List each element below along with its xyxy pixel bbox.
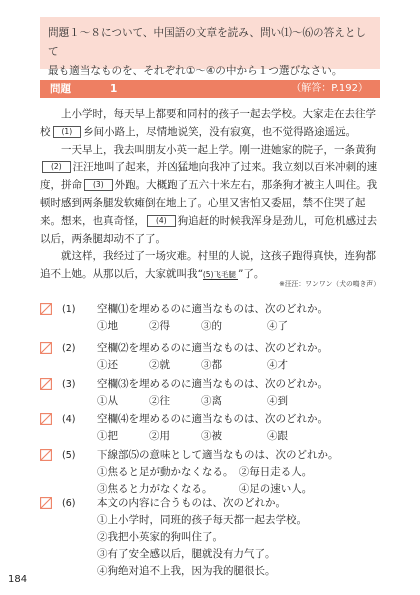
answer-option[interactable]: ③被: [201, 430, 222, 442]
problem-header: [40, 80, 380, 98]
passage-text: 乡间小路上，尽情地说笑，没有寂寞，也不觉得路途遥远。: [83, 125, 357, 138]
answer-option[interactable]: ②就: [149, 359, 170, 371]
passage-text: ”了。: [238, 268, 265, 281]
answer-option[interactable]: ④才: [267, 359, 288, 371]
blank-box: (4): [147, 215, 176, 227]
answer-option[interactable]: ①从: [97, 395, 118, 407]
answer-option[interactable]: ③的: [201, 320, 222, 332]
answer-option-line[interactable]: ③焦ると力がなくなる。 ④足の速い人。: [97, 483, 313, 495]
question-5: [40, 447, 390, 498]
question-number: (4): [62, 414, 76, 425]
answer-option[interactable]: ①还: [97, 359, 118, 371]
question-stem: 空欄⑵を埋めるのに適当なものは、次のどれか。: [97, 342, 328, 354]
answer-option[interactable]: ③都: [201, 359, 222, 371]
question-stem: 下線部⑸の意味として適当なものは、次のどれか。: [97, 449, 339, 461]
answer-option[interactable]: ④跟: [267, 430, 288, 442]
checkbox-icon[interactable]: [40, 449, 52, 461]
blank-box: (2): [42, 161, 71, 173]
checkbox-icon[interactable]: [40, 378, 52, 390]
question-1: [40, 301, 390, 335]
question-3: [40, 376, 390, 410]
answer-option-line[interactable]: ③有了安全感以后，腿就没有力气了。: [97, 548, 276, 560]
question-number: (1): [62, 304, 76, 315]
question-number: (5): [62, 450, 76, 461]
passage-text: 一天早上，我去叫朋友小英一起上学。刚一进她家的院子，一条黄狗: [61, 143, 376, 156]
page-number: 184: [8, 574, 28, 585]
answer-option-line[interactable]: ④狗绝对追不上我，因为我的腿很长。: [97, 565, 276, 577]
answer-option[interactable]: ④到: [267, 395, 288, 407]
question-number: (3): [62, 379, 76, 390]
passage-text: 狗追赶的时候我浑身是劲儿，可危机感过去以后，两条腿却动不了了。: [40, 214, 378, 245]
question-stem: 空欄⑶を埋めるのに適当なものは、次のどれか。: [97, 378, 328, 390]
instruction-box: [40, 17, 380, 77]
answer-option[interactable]: ②往: [149, 395, 170, 407]
question-stem: 空欄⑴を埋めるのに適当なものは、次のどれか。: [97, 303, 328, 315]
question-2: [40, 340, 390, 374]
passage-text: 上小学时，每天早上都要和同村的孩子一起去学校。大家走在去往学校: [40, 108, 376, 138]
answer-reference: （解答：P.192）: [291, 83, 368, 94]
answer-option-line[interactable]: ①焦ると足が動かなくなる。 ②毎日走る人。: [97, 466, 313, 478]
question-4: [40, 411, 390, 445]
footnote: ※汪汪：ワンワン（犬の鳴き声）: [279, 280, 380, 288]
blank-box: (3): [84, 179, 113, 191]
question-stem: 空欄⑷を埋めるのに適当なものは、次のどれか。: [97, 413, 328, 425]
checkbox-icon[interactable]: [40, 303, 52, 315]
checkbox-icon[interactable]: [40, 497, 52, 509]
passage-text: 外跑。大概跑了五六十米左右，那条狗才被主人叫住。我顿时感到两条腿发软瘫倒在地上了。心里又害怕又委屈，禁不住哭了起来。想来，也真奇怪，: [40, 179, 378, 227]
answer-option[interactable]: ③离: [201, 395, 222, 407]
instruction-line-1: 問題１～８について、中国語の文章を読み、問い⑴～⑹の答えとして: [48, 27, 367, 58]
answer-option[interactable]: ①把: [97, 430, 118, 442]
question-number: (2): [62, 343, 76, 354]
problem-label: 問題: [50, 83, 71, 95]
problem-number: 1: [110, 83, 118, 95]
answer-option-line[interactable]: ②我把小英家的狗叫住了。: [97, 531, 223, 543]
answer-option[interactable]: ②用: [149, 430, 170, 442]
passage-text: 汪汪地叫了起来，并凶猛地向我冲了过来。我立刻以百米冲刺的速度，拼命: [40, 161, 378, 192]
question-stem: 本文の内容に合うものは、次のどれか。: [97, 497, 286, 509]
checkbox-icon[interactable]: [40, 342, 52, 354]
question-number: (6): [62, 498, 76, 509]
answer-option[interactable]: ②得: [149, 320, 170, 332]
question-6: [40, 495, 390, 580]
instruction-line-2: 最も適当なものを、それぞれ①～④の中から１つ選びなさい。: [48, 65, 343, 77]
blank-box: (1): [53, 126, 82, 138]
checkbox-icon[interactable]: [40, 413, 52, 425]
answer-option-line[interactable]: ①上小学时，同班的孩子每天都一起去学校。: [97, 514, 307, 526]
underlined-term: (5)飞毛腿: [202, 270, 236, 280]
passage-paragraph-2: [40, 142, 380, 249]
answer-option[interactable]: ④了: [267, 320, 288, 332]
reading-passage: [40, 106, 380, 284]
answer-option[interactable]: ①地: [97, 320, 118, 332]
passage-paragraph-1: [40, 106, 380, 142]
passage-text: 就这样，我经过了一场灾难。村里的人说，这孩子跑得真快，连狗都追不上她。从那以后，大家就叫我“: [40, 250, 376, 281]
